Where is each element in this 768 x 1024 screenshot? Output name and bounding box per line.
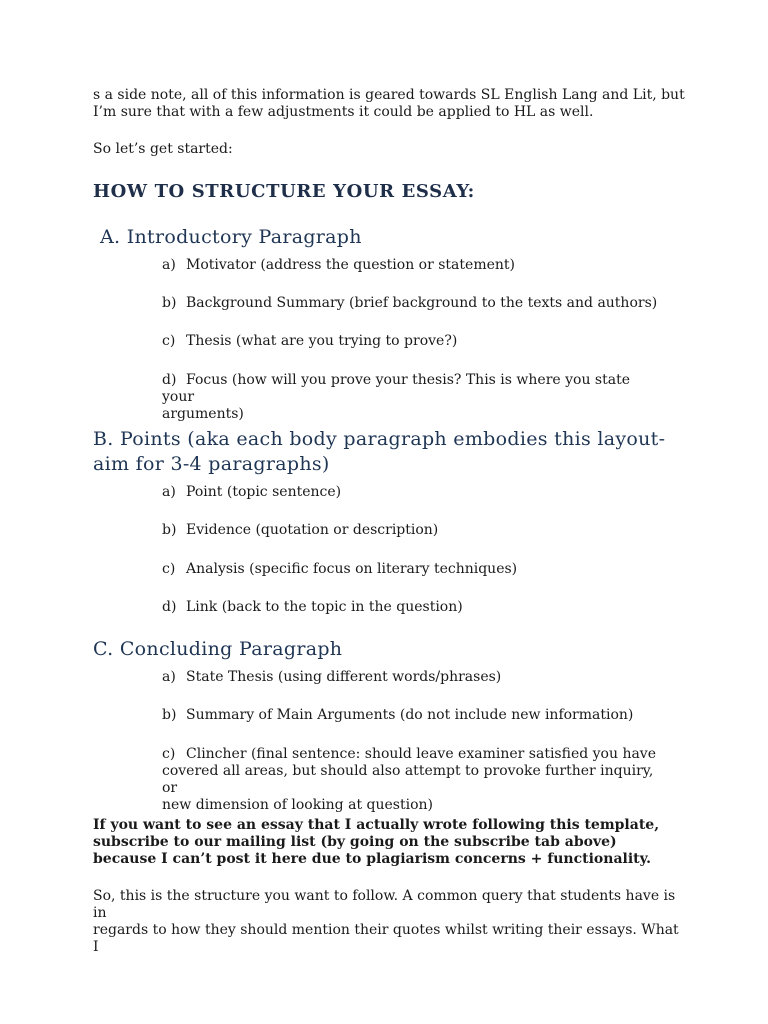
section-b-item-b: b) Evidence (quotation or description) bbox=[162, 522, 439, 538]
section-a-item-b: b) Background Summary (brief background to the texts and authors) bbox=[162, 295, 658, 311]
section-a-heading: A. Introductory Paragraph bbox=[100, 226, 362, 248]
section-c-item-a: a) State Thesis (using different words/phrases) bbox=[162, 669, 502, 685]
section-b-heading: B. Points (aka each body paragraph embodies this layout- aim for 3-4 paragraphs) bbox=[93, 428, 666, 475]
section-c-item-c: c) Clincher (final sentence: should leave examiner satisfied you have covered all areas, but should also attempt to provoke further inquiry, or new dimension of looking at question) bbox=[162, 746, 656, 813]
intro-line-1: s a side note, all of this information is geared towards SL English Lang and Lit, but bbox=[93, 87, 685, 103]
closing-paragraph: So, this is the structure you want to follow. A common query that students have is in regards to how they should mention their quotes whilst writing their essays. What I bbox=[93, 888, 679, 955]
section-b-item-c: c) Analysis (specific focus on literary techniques) bbox=[162, 561, 518, 577]
section-c-item-b: b) Summary of Main Arguments (do not include new information) bbox=[162, 707, 634, 723]
section-b-item-a: a) Point (topic sentence) bbox=[162, 484, 342, 500]
lets-get-started-text: So let’s get started: bbox=[93, 141, 233, 157]
intro-line-2: I’m sure that with a few adjustments it could be applied to HL as well. bbox=[93, 104, 594, 120]
section-c-heading: C. Concluding Paragraph bbox=[93, 638, 343, 660]
subscribe-callout: If you want to see an essay that I actually wrote following this template, subscribe to our mailing list (by going on the subscribe tab above) because I can’t post it here due to plagiarism concerns + functionality. bbox=[93, 817, 660, 867]
main-heading: HOW TO STRUCTURE YOUR ESSAY: bbox=[93, 181, 475, 202]
section-b-item-d: d) Link (back to the topic in the question) bbox=[162, 599, 463, 615]
section-a-item-a: a) Motivator (address the question or statement) bbox=[162, 257, 515, 273]
section-a-item-c: c) Thesis (what are you trying to prove?) bbox=[162, 333, 458, 349]
intro-paragraph bbox=[93, 87, 693, 121]
section-a-item-d: d) Focus (how will you prove your thesis? This is where you state your arguments) bbox=[162, 372, 631, 422]
